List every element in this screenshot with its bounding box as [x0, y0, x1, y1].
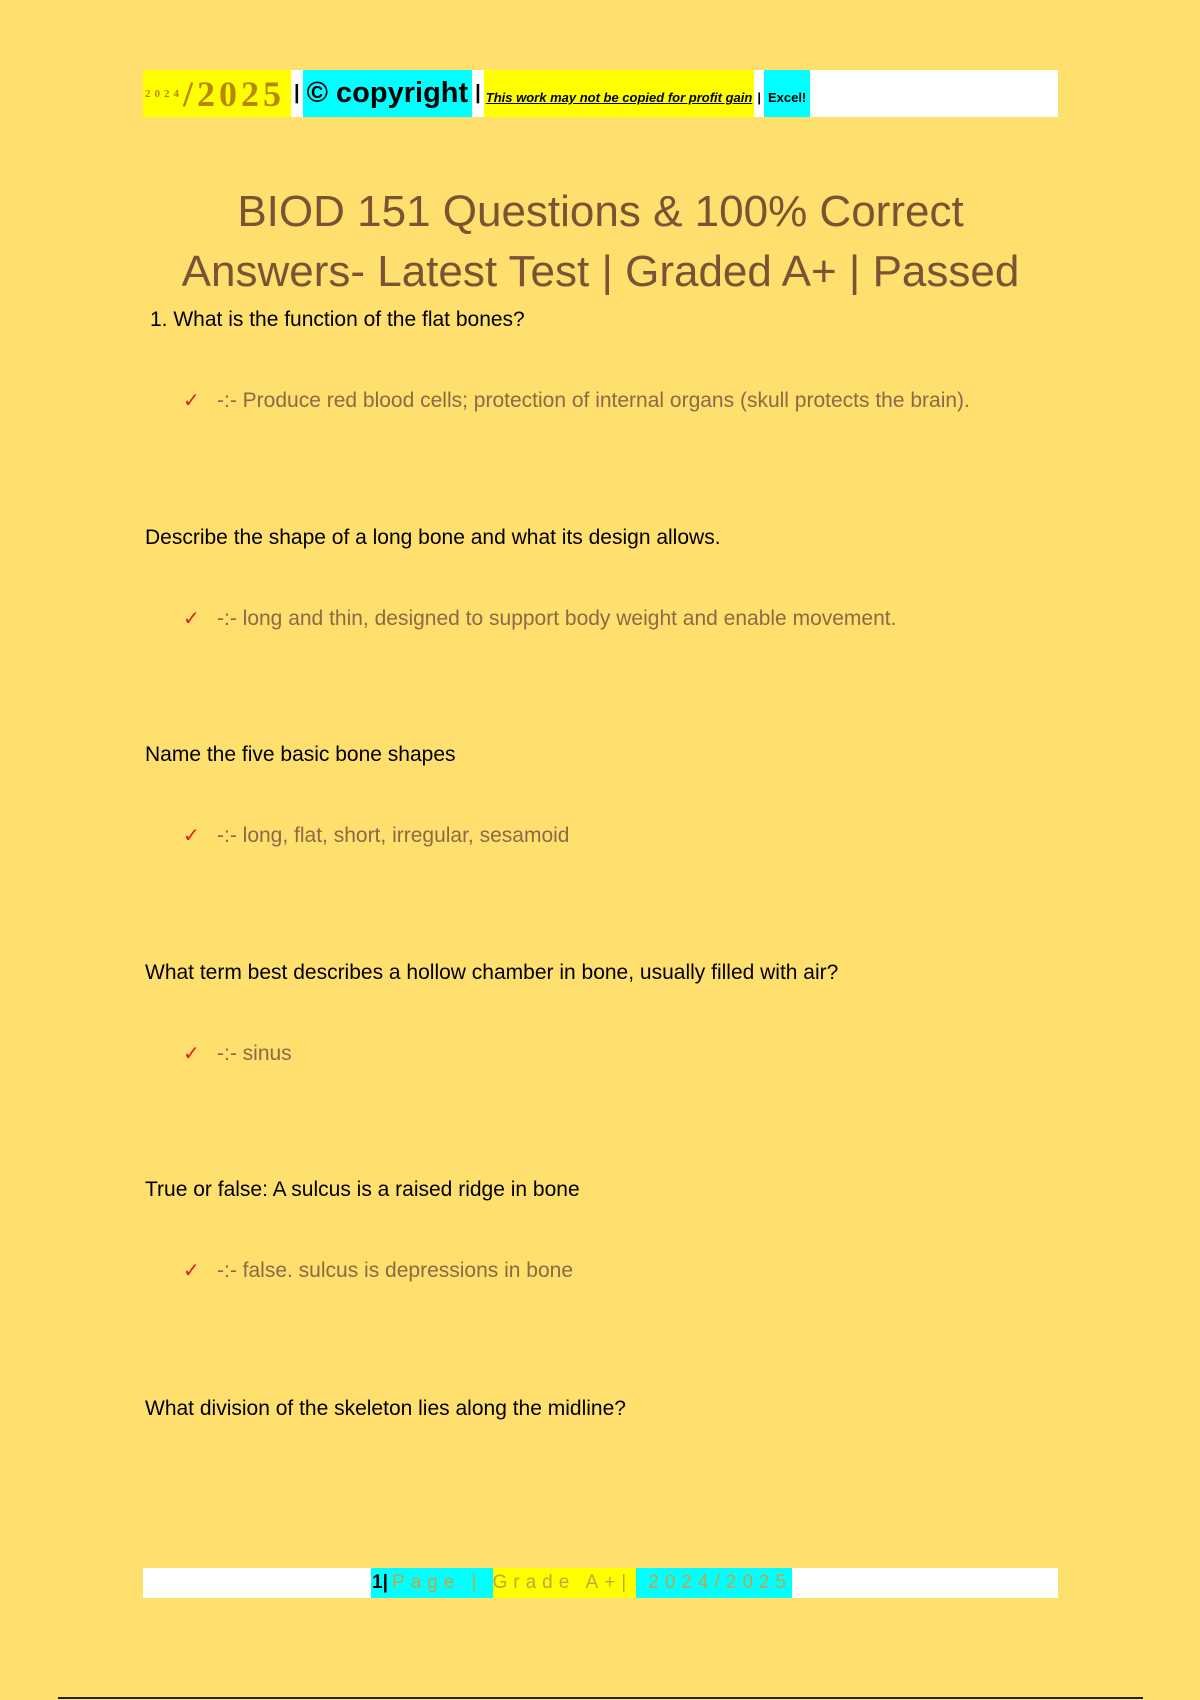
- answer-2: [183, 606, 896, 631]
- header-separator: |: [475, 82, 481, 104]
- question-3: Name the five basic bone shapes: [145, 743, 456, 766]
- header-year: [143, 70, 291, 117]
- footer-content: [371, 1568, 792, 1598]
- title-line-2: Answers- Latest Test | Graded A+ | Passed: [181, 247, 1020, 296]
- copyright-notice: This work may not be copied for profit gain: [484, 70, 755, 117]
- grade-label: Grade A+|: [493, 1568, 637, 1598]
- footer-separator: |: [383, 1568, 392, 1598]
- checkmark-icon: ✓: [183, 608, 200, 630]
- title-line-1: BIOD 151 Questions & 100% Correct: [237, 187, 964, 236]
- checkmark-icon: ✓: [183, 825, 200, 847]
- answer-text: -:- sinus: [217, 1041, 292, 1065]
- checkmark-icon: ✓: [183, 390, 200, 412]
- footer-year: 2024/2025: [636, 1568, 792, 1598]
- question-4: What term best describes a hollow chamber in bone, usually filled with air?: [145, 961, 839, 984]
- answer-text: -:- Produce red blood cells; protection of internal organs (skull protects the brain).: [217, 388, 970, 412]
- answer-4: [183, 1041, 292, 1066]
- document-title: [143, 182, 1058, 302]
- answer-text: -:- false. sulcus is depressions in bone: [217, 1258, 574, 1282]
- answer-1: [183, 388, 970, 413]
- page-footer: [143, 1568, 1058, 1598]
- answer-3: [183, 823, 569, 848]
- excel-label: Excel!: [764, 70, 810, 117]
- checkmark-icon: ✓: [183, 1260, 200, 1282]
- copyright-header-bar: [143, 70, 1058, 117]
- question-6: What division of the skeleton lies along the midline?: [145, 1397, 626, 1420]
- header-separator: |: [757, 90, 761, 105]
- page-label: Page |: [392, 1568, 493, 1598]
- bottom-divider: [58, 1697, 1143, 1699]
- checkmark-icon: ✓: [183, 1043, 200, 1065]
- question-2: Describe the shape of a long bone and what its design allows.: [145, 526, 721, 549]
- answer-5: [183, 1258, 573, 1283]
- header-year-end: /2025: [183, 73, 286, 114]
- question-5: True or false: A sulcus is a raised ridge in bone: [145, 1178, 580, 1201]
- answer-text: -:- long and thin, designed to support body weight and enable movement.: [217, 606, 897, 630]
- page-number: 1: [371, 1568, 383, 1598]
- copyright-label: © copyright: [303, 70, 473, 117]
- answer-text: -:- long, flat, short, irregular, sesamoid: [217, 823, 570, 847]
- header-year-start: 2024: [145, 87, 183, 100]
- header-separator: |: [294, 82, 300, 104]
- question-1: 1. What is the function of the flat bones?: [150, 308, 525, 331]
